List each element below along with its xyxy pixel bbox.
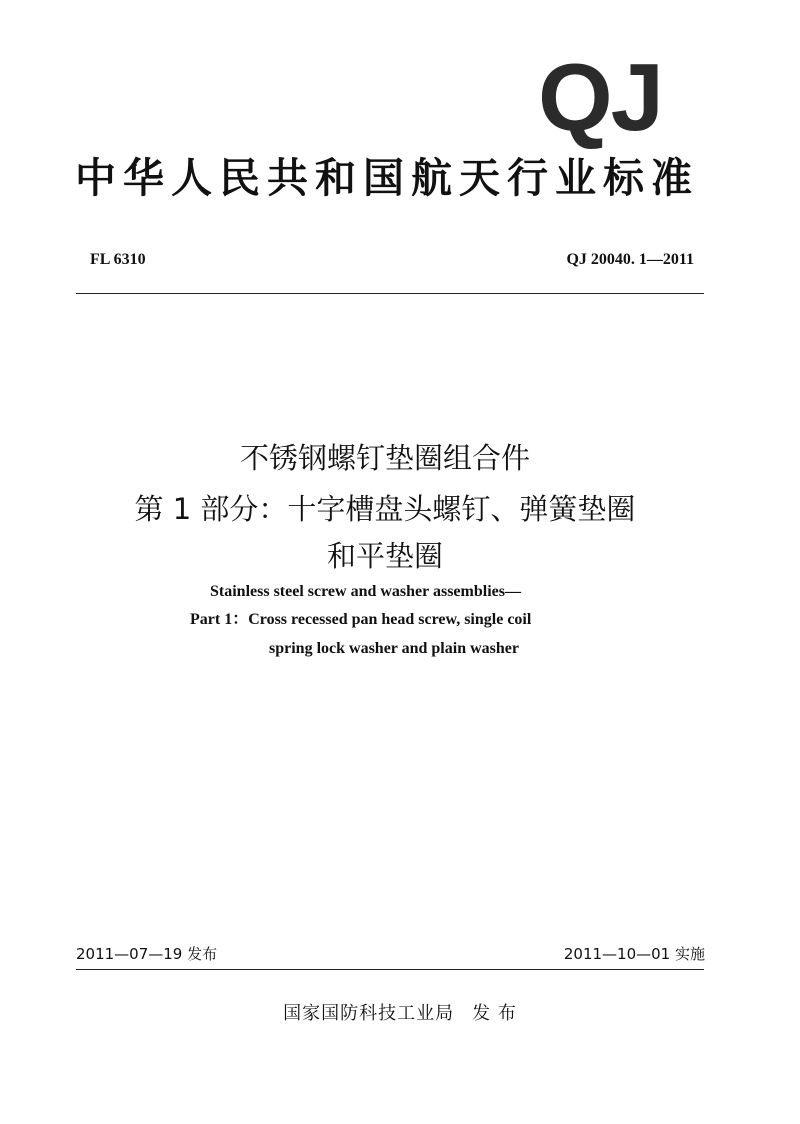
classification-code: FL 6310 [90, 251, 146, 268]
publisher-name: 国家国防科技工业局 [283, 1003, 455, 1024]
publisher-action: 发 布 [472, 1003, 517, 1024]
standard-number: QJ 20040. 1—2011 [566, 251, 694, 268]
chinese-title-line-2: 第 1 部分：十字槽盘头螺钉、弹簧垫圈 [134, 492, 636, 526]
english-title-line-3: spring lock washer and plain washer [269, 640, 519, 657]
header-divider [76, 293, 704, 294]
chinese-title-line-1: 不锈钢螺钉垫圈组合件 [239, 441, 530, 475]
footer-divider [76, 969, 704, 970]
english-title-line-1: Stainless steel screw and washer assemblies— [210, 583, 521, 600]
chinese-title-line-3: 和平垫圈 [326, 539, 443, 573]
publisher-line [0, 999, 800, 1025]
english-title-line-2: Part 1：Cross recessed pan head screw, single coil [190, 611, 532, 628]
standard-category-title: 中华人民共和国航天行业标准 [75, 154, 699, 202]
implementation-date: 2011—10—01 实施 [563, 945, 705, 963]
issue-date: 2011—07—19 发布 [76, 945, 218, 963]
qj-logo: QJ [537, 44, 662, 151]
